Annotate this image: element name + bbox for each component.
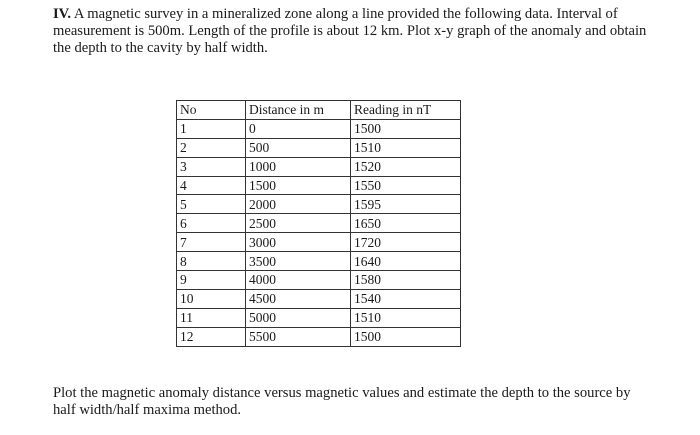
cell-reading: 1550 <box>351 176 461 195</box>
cell-distance: 4000 <box>246 271 351 290</box>
cell-reading: 1640 <box>351 252 461 271</box>
cell-distance: 1000 <box>246 157 351 176</box>
cell-reading: 1540 <box>351 289 461 308</box>
cell-reading: 1720 <box>351 233 461 252</box>
header-distance: Distance in m <box>246 101 351 120</box>
cell-distance: 4500 <box>246 289 351 308</box>
cell-reading: 1500 <box>351 119 461 138</box>
table-row <box>177 119 461 138</box>
header-reading: Reading in nT <box>351 101 461 120</box>
cell-no: 6 <box>177 214 246 233</box>
cell-reading: 1500 <box>351 327 461 346</box>
cell-no: 7 <box>177 233 246 252</box>
table-row <box>177 327 461 346</box>
table-header-row <box>177 101 461 120</box>
cell-distance: 3000 <box>246 233 351 252</box>
cell-no: 3 <box>177 157 246 176</box>
cell-no: 8 <box>177 252 246 271</box>
table-row <box>177 308 461 327</box>
cell-no: 12 <box>177 327 246 346</box>
cell-no: 4 <box>177 176 246 195</box>
cell-distance: 3500 <box>246 252 351 271</box>
table-row <box>177 271 461 290</box>
cell-distance: 2500 <box>246 214 351 233</box>
cell-distance: 5500 <box>246 327 351 346</box>
cell-no: 11 <box>177 308 246 327</box>
cell-reading: 1510 <box>351 138 461 157</box>
question-paragraph <box>53 6 653 57</box>
cell-reading: 1580 <box>351 271 461 290</box>
table-row <box>177 214 461 233</box>
question-text: A magnetic survey in a mineralized zone along a line provided the following data. Interval of measurement is 500m. Length of the profile is about 12 km. Plot x-y graph of the anomaly and obtain the depth to the cavity by half width. <box>53 6 647 56</box>
cell-no: 2 <box>177 138 246 157</box>
table-row <box>177 176 461 195</box>
table-row <box>177 195 461 214</box>
table-row <box>177 252 461 271</box>
data-table-container <box>176 100 461 347</box>
table-row <box>177 138 461 157</box>
cell-reading: 1595 <box>351 195 461 214</box>
cell-distance: 0 <box>246 119 351 138</box>
cell-no: 1 <box>177 119 246 138</box>
cell-distance: 500 <box>246 138 351 157</box>
table-body <box>177 119 461 346</box>
data-table <box>176 100 461 347</box>
question-number: IV. <box>53 6 71 22</box>
cell-reading: 1520 <box>351 157 461 176</box>
cell-reading: 1510 <box>351 308 461 327</box>
table-row <box>177 233 461 252</box>
table-row <box>177 289 461 308</box>
cell-distance: 2000 <box>246 195 351 214</box>
table-row <box>177 157 461 176</box>
cell-distance: 1500 <box>246 176 351 195</box>
footer-instruction: Plot the magnetic anomaly distance versus magnetic values and estimate the depth to the source by half width/half maxima method. <box>53 385 631 418</box>
cell-reading: 1650 <box>351 214 461 233</box>
cell-distance: 5000 <box>246 308 351 327</box>
cell-no: 9 <box>177 271 246 290</box>
header-no: No <box>177 101 246 120</box>
cell-no: 5 <box>177 195 246 214</box>
cell-no: 10 <box>177 289 246 308</box>
